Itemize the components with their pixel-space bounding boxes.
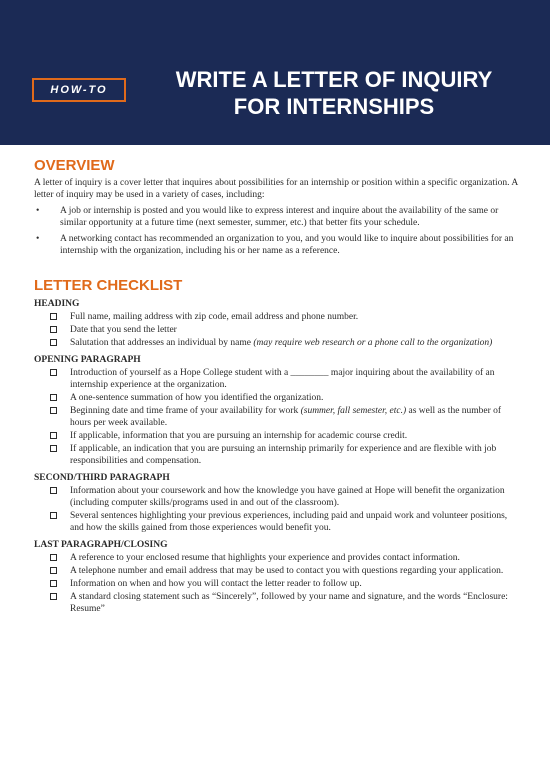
checklist-item: Several sentences highlighting your previous experiences, including paid and unpaid work and volunteer positions, and how the skills gained from those experiences would benefit you. — [34, 510, 520, 534]
checklist-item: If applicable, information that you are pursuing an internship for academic course credit. — [34, 430, 520, 442]
bullet-icon: • — [36, 234, 40, 244]
checkbox-icon[interactable] — [50, 313, 57, 320]
checkbox-icon[interactable] — [50, 580, 57, 587]
checkbox-icon[interactable] — [50, 407, 57, 414]
checklist-item: A standard closing statement such as “Sincerely”, followed by your name and signature, and the words “Enclosure: Resume” — [34, 591, 520, 615]
opening-section-title: OPENING PARAGRAPH — [34, 355, 141, 365]
checkbox-icon[interactable] — [50, 369, 57, 376]
list-item: • A networking contact has recommended an organization to you, and you would like to inquire about possibilities for an internship with the organization, including his or her name as a reference. — [36, 234, 514, 256]
title-line-2: FOR INTERNSHIPS — [233, 94, 435, 119]
opening-checklist — [34, 367, 520, 467]
checklist-item: If applicable, an indication that you are pursuing an internship primarily for experience and are flexible with job responsibilities and compensation. — [34, 443, 520, 467]
checkbox-icon[interactable] — [50, 445, 57, 452]
second-third-checklist — [34, 485, 520, 534]
checkbox-icon[interactable] — [50, 593, 57, 600]
checkbox-icon[interactable] — [50, 394, 57, 401]
checklist-item: Information on when and how you will contact the letter reader to follow up. — [34, 578, 520, 590]
note-text: (may require web research or a phone call to the organization) — [253, 338, 493, 348]
page-title — [136, 66, 532, 120]
note-text: (summer, fall semester, etc.) — [300, 406, 407, 416]
overview-intro: A letter of inquiry is a cover letter that inquires about possibilities for an internship or position within a specific organization. A letter of inquiry may be used in a variety of cases, including: — [34, 178, 518, 200]
title-line-1: WRITE A LETTER OF INQUIRY — [175, 67, 493, 92]
how-to-badge: HOW-TO — [32, 78, 126, 102]
checklist-item: Date that you send the letter — [34, 324, 520, 336]
checklist-item: Information about your coursework and how the knowledge you have gained at Hope will benefit the organization (including computer skills/programs used in and out of the classroom). — [34, 485, 520, 509]
list-item: • A job or internship is posted and you would like to express interest and inquire about the availability of the same or similar opportunity at a future time (next semester, summer, etc.) that better fits your schedule. — [36, 206, 499, 228]
checklist-heading: LETTER CHECKLIST — [34, 277, 183, 294]
checklist-item: A reference to your enclosed resume that highlights your experience and provides contact information. — [34, 552, 520, 564]
checklist-item: A one-sentence summation of how you identified the organization. — [34, 392, 520, 404]
checklist-item: Full name, mailing address with zip code, email address and phone number. — [34, 311, 520, 323]
bullet-icon: • — [36, 206, 40, 216]
closing-checklist — [34, 552, 520, 615]
heading-checklist — [34, 311, 520, 349]
checkbox-icon[interactable] — [50, 487, 57, 494]
checkbox-icon[interactable] — [50, 326, 57, 333]
checkbox-icon[interactable] — [50, 512, 57, 519]
overview-heading: OVERVIEW — [34, 157, 115, 174]
checkbox-icon[interactable] — [50, 554, 57, 561]
checklist-item: A telephone number and email address that may be used to contact you with questions regarding your application. — [34, 565, 520, 577]
checklist-item: Salutation that addresses an individual by name (may require web research or a phone call to the organization) — [34, 337, 520, 349]
second-third-section-title: SECOND/THIRD PARAGRAPH — [34, 473, 170, 483]
overview-bullets — [34, 205, 520, 257]
checkbox-icon[interactable] — [50, 432, 57, 439]
heading-section-title: HEADING — [34, 299, 80, 309]
checkbox-icon[interactable] — [50, 339, 57, 346]
checkbox-icon[interactable] — [50, 567, 57, 574]
checklist-item: Beginning date and time frame of your availability for work (summer, fall semester, etc.) as well as the number of hours per week available. — [34, 405, 520, 429]
document-body — [34, 157, 520, 620]
checklist-item: Introduction of yourself as a Hope College student with a ________ major inquiring about the availability of an internship experience at the organization. — [34, 367, 520, 391]
header-banner — [0, 0, 550, 145]
closing-section-title: LAST PARAGRAPH/CLOSING — [34, 540, 168, 550]
